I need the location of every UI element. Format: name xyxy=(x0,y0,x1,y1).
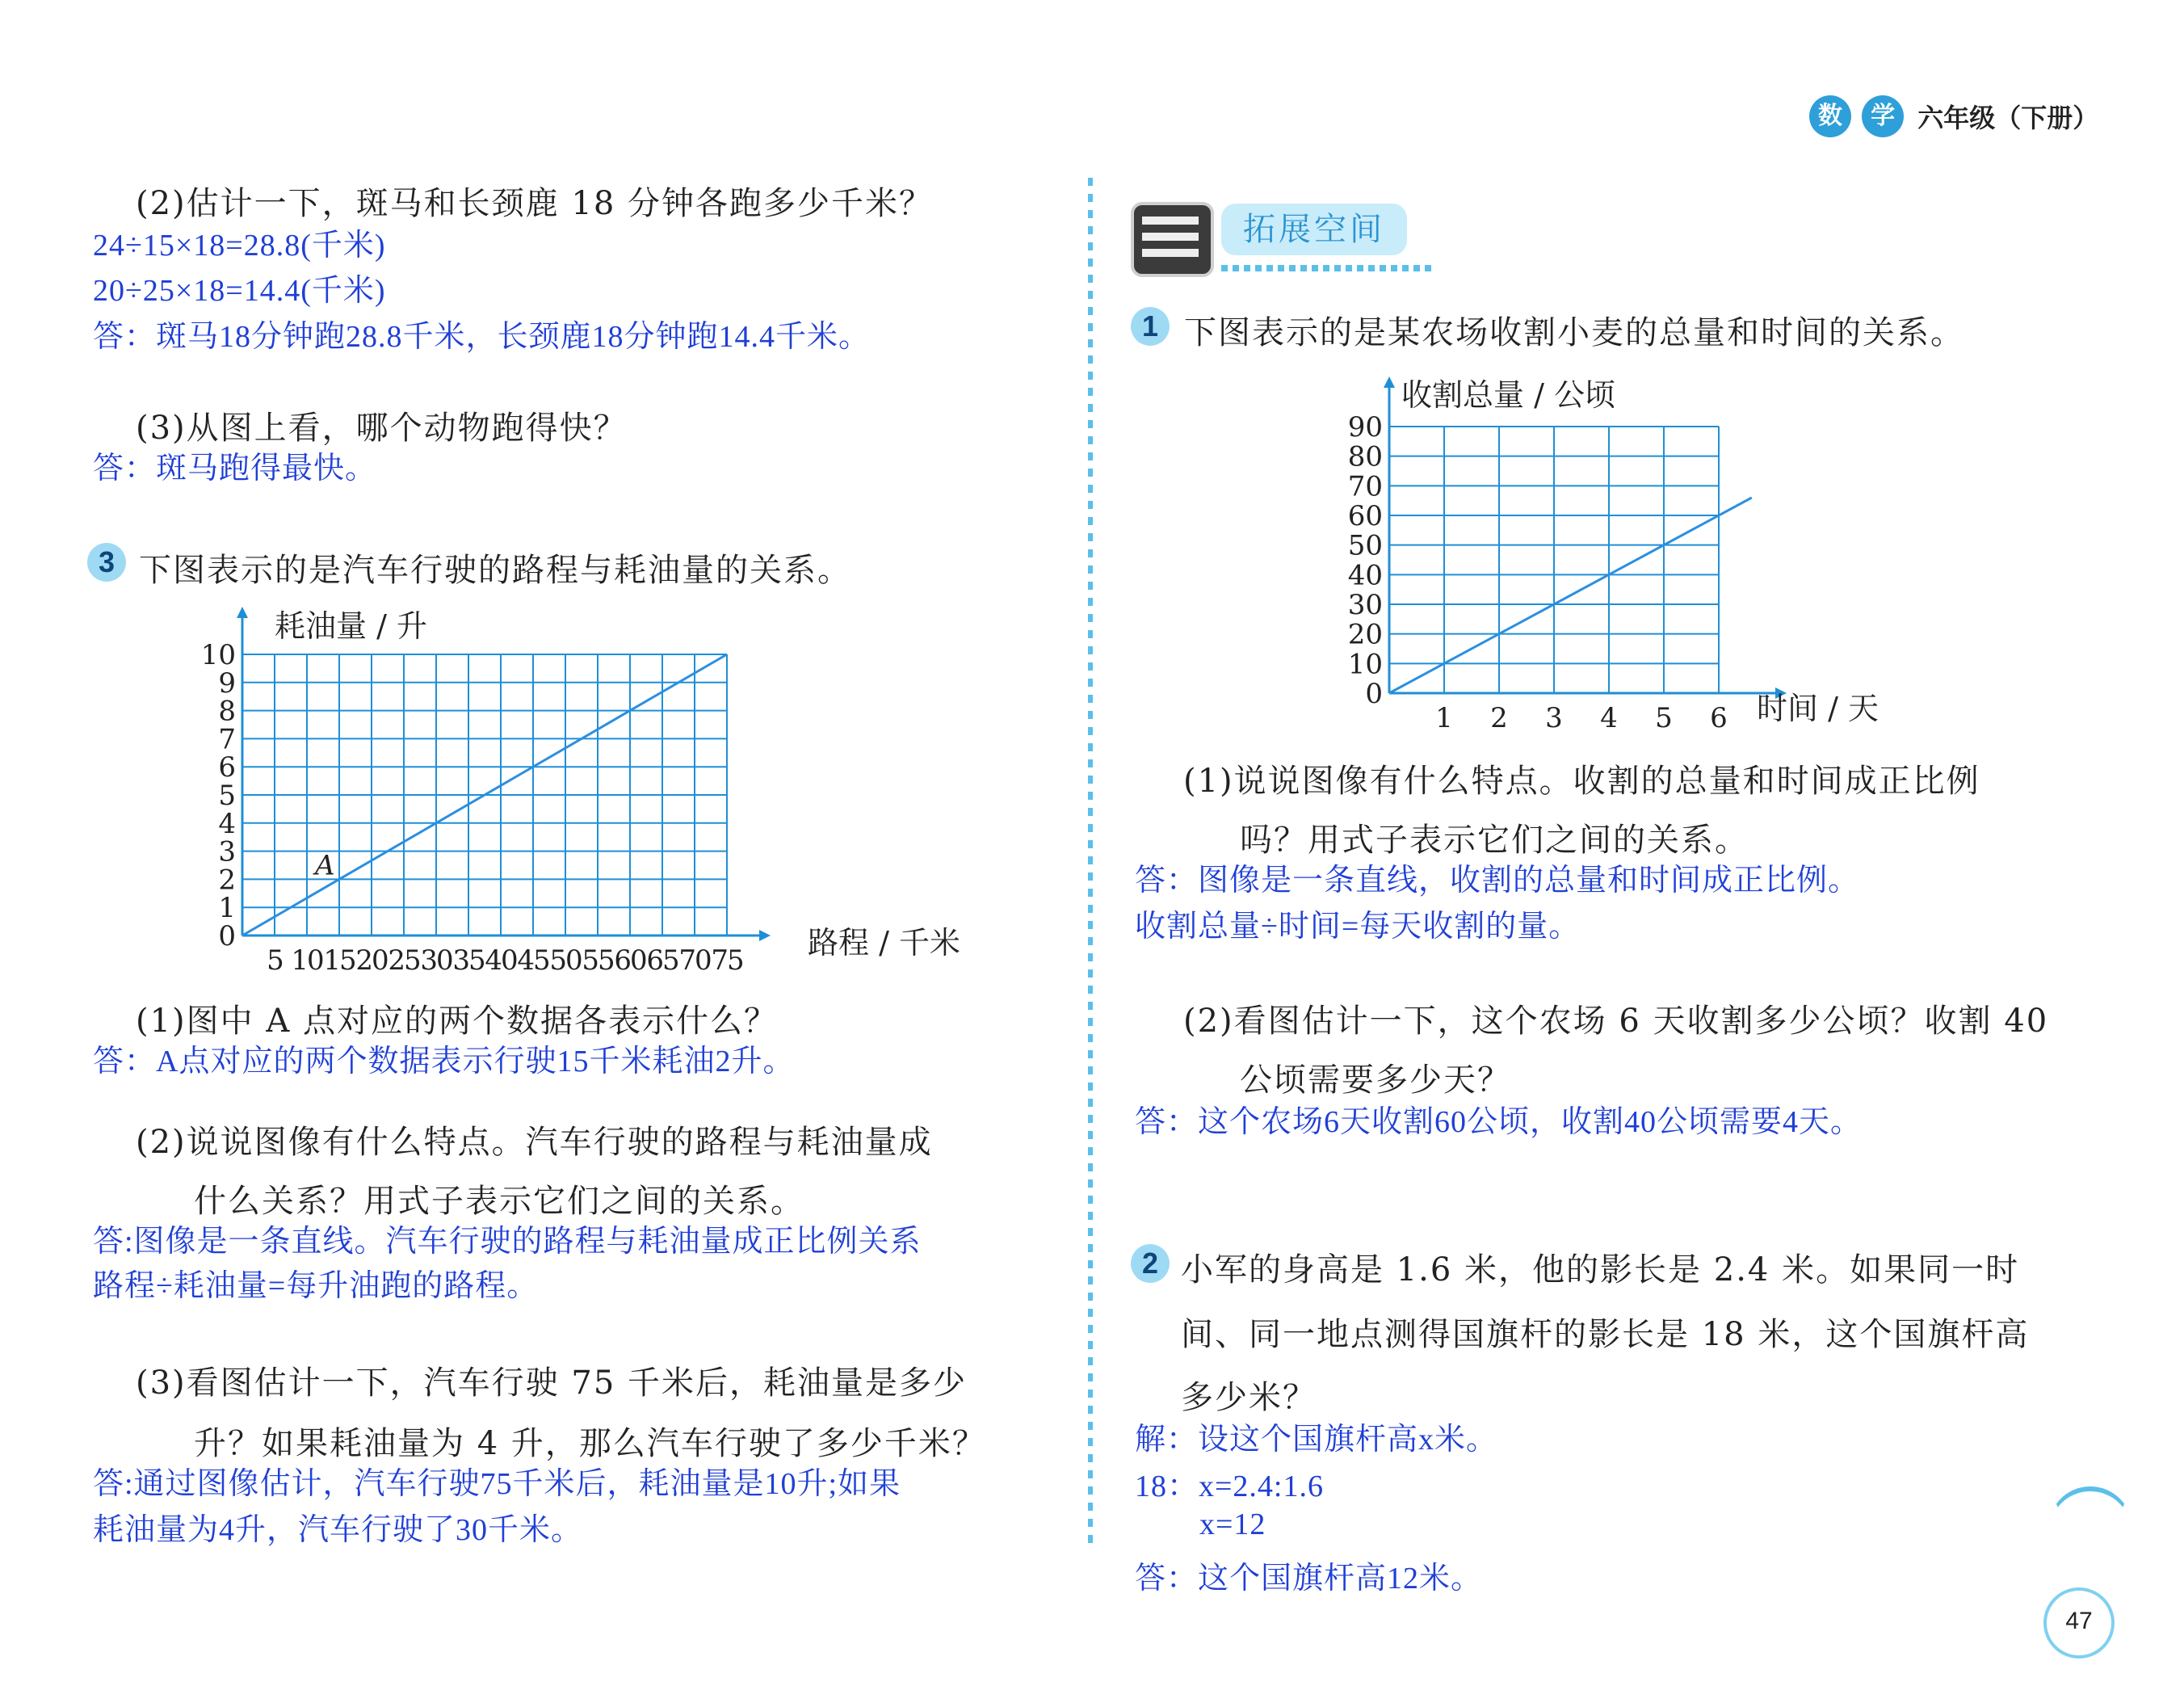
c1-x-tick-label: 35 xyxy=(452,944,485,977)
c2-y-tick-label: 30 xyxy=(1347,589,1383,621)
section-dots-decoration xyxy=(1221,265,1431,271)
q3-3-question-line-1: (3)看图估计一下，汽车行驶 75 千米后，耗油量是多少 xyxy=(136,1364,967,1402)
c2-y-tick-label: 50 xyxy=(1347,529,1383,562)
c2-y-axis-arrow xyxy=(1384,376,1395,388)
c2-x-tick-label: 5 xyxy=(1655,702,1673,734)
r-q1-1-answer-line-1: 答：图像是一条直线，收割的总量和时间成正比例。 xyxy=(1135,864,1860,898)
c1-x-tick-label: 55 xyxy=(582,944,614,977)
c1-y-tick-label: 7 xyxy=(218,723,236,756)
r-q2-number-badge: 2 xyxy=(1131,1244,1170,1283)
fuel-chart xyxy=(194,598,1002,986)
c1-x-tick-label: 20 xyxy=(355,944,388,977)
r-q1-1-question-line-1: (1)说说图像有什么特点。收割的总量和时间成正比例 xyxy=(1183,763,1980,800)
fuel-chart-point-label: A xyxy=(315,849,335,882)
c2-x-tick-label: 6 xyxy=(1710,702,1728,734)
c2-y-tick-label: 80 xyxy=(1347,440,1383,473)
q3-number-badge: 3 xyxy=(87,543,126,582)
r-q2-solution-line-2: 18：x=2.4:1.6 xyxy=(1135,1469,1324,1503)
c1-x-tick-label: 30 xyxy=(420,944,452,977)
c1-y-tick-label: 9 xyxy=(218,666,236,700)
c2-x-tick-label: 1 xyxy=(1435,702,1453,734)
r-q2-text-line-1: 小军的身高是 1.6 米，他的影长是 2.4 米。如果同一时 xyxy=(1181,1251,2020,1289)
q3-2-answer-line-2: 路程÷耗油量=每升油跑的路程。 xyxy=(93,1269,539,1303)
q3-3-answer-line-1: 答:通过图像估计，汽车行驶75千米后，耗油量是10升;如果 xyxy=(93,1467,901,1501)
c1-y-tick-label: 3 xyxy=(218,835,236,868)
c2-y-tick-label: 60 xyxy=(1347,500,1383,532)
c2-x-tick-label: 2 xyxy=(1490,702,1508,734)
q2-3-answer: 答：斑马跑得最快。 xyxy=(93,452,377,486)
section-title: 拓展空间 xyxy=(1221,204,1407,255)
c1-x-tick-label: 45 xyxy=(517,944,549,977)
q3-title: 下图表示的是汽车行驶的路程与耗油量的关系。 xyxy=(139,552,851,589)
harvest-chart xyxy=(1308,372,1922,743)
c1-x-tick-label: 65 xyxy=(646,944,678,977)
c1-y-tick-label: 5 xyxy=(218,780,236,812)
c1-x-tick-label: 5 xyxy=(267,944,283,977)
page-number: 47 xyxy=(2043,1587,2115,1659)
section-header xyxy=(1131,194,1438,283)
c1-x-tick-label: 10 xyxy=(291,944,323,977)
r-q1-title: 下图表示的是某农场收割小麦的总量和时间的关系。 xyxy=(1184,314,1964,351)
zebra-icon xyxy=(1131,202,1214,277)
fuel-chart-xlabel: 路程 / 千米 xyxy=(808,925,960,961)
column-divider xyxy=(1088,178,1093,1551)
grade-label: 六年级（下册） xyxy=(1917,103,2099,133)
r-q2-solution-line-3: x=12 xyxy=(1199,1507,1266,1541)
page-corner-arc xyxy=(2048,1486,2133,1575)
c2-y-tick-label: 20 xyxy=(1347,618,1383,651)
q2-2-question: (2)估计一下，斑马和长颈鹿 18 分钟各跑多少千米？ xyxy=(136,185,933,222)
r-q2-solution-line-4: 答：这个国旗杆高12米。 xyxy=(1135,1562,1483,1596)
c1-y-tick-label: 0 xyxy=(218,920,236,952)
c1-x-tick-label: 25 xyxy=(388,944,420,977)
c1-y-tick-label: 4 xyxy=(218,807,236,840)
q2-3-question: (3)从图上看，哪个动物跑得快？ xyxy=(136,410,628,447)
q3-2-question-line-1: (2)说说图像有什么特点。汽车行驶的路程与耗油量成 xyxy=(136,1124,933,1161)
c2-y-tick-label: 10 xyxy=(1347,648,1383,681)
subject-badge-1: 数 xyxy=(1809,95,1851,137)
c1-y-tick-label: 2 xyxy=(218,864,236,897)
c1-x-tick-label: 15 xyxy=(323,944,355,977)
header xyxy=(1809,95,2098,141)
r-q2-text-line-3: 多少米？ xyxy=(1181,1379,1317,1416)
q2-2-line-1: 24÷15×18=28.8(千米) xyxy=(93,229,386,263)
c2-x-tick-label: 4 xyxy=(1600,702,1618,734)
q3-1-question: (1)图中 A 点对应的两个数据各表示什么？ xyxy=(136,1003,778,1040)
r-q2-text-line-2: 间、同一地点测得国旗杆的影长是 18 米，这个国旗杆高 xyxy=(1181,1316,2030,1353)
harvest-chart-ylabel: 收割总量 / 公顷 xyxy=(1401,377,1615,413)
c2-y-tick-label: 70 xyxy=(1347,470,1383,503)
c1-x-tick-label: 70 xyxy=(678,944,711,977)
c2-x-tick-label: 3 xyxy=(1545,702,1563,734)
c1-x-tick-label: 40 xyxy=(485,944,517,977)
c1-y-tick-label: 8 xyxy=(218,695,236,728)
r-q1-2-question-line-2: 公顷需要多少天？ xyxy=(1240,1062,1511,1099)
c1-y-tick-label: 10 xyxy=(200,639,236,671)
harvest-chart-xlabel: 时间 / 天 xyxy=(1757,691,1879,726)
q3-3-answer-line-2: 耗油量为4升，汽车行驶了30千米。 xyxy=(93,1513,583,1547)
harvest-chart-grid xyxy=(1389,427,1719,693)
c2-y-tick-label: 90 xyxy=(1347,411,1383,444)
r-q1-number-badge: 1 xyxy=(1131,307,1170,346)
r-q1-1-question-line-2: 吗？用式子表示它们之间的关系。 xyxy=(1240,822,1749,859)
c1-x-axis-arrow xyxy=(759,930,771,941)
q3-1-answer: 答：A点对应的两个数据表示行驶15千米耗油2升。 xyxy=(93,1045,795,1078)
c2-y-tick-label: 0 xyxy=(1365,678,1383,710)
q2-2-line-2: 20÷25×18=14.4(千米) xyxy=(93,274,386,308)
c1-y-axis-arrow xyxy=(237,607,248,618)
r-q1-1-answer-line-2: 收割总量÷时间=每天收割的量。 xyxy=(1135,910,1581,944)
r-q1-2-question-line-1: (2)看图估计一下，这个农场 6 天收割多少公顷？收割 40 xyxy=(1183,1003,2049,1040)
r-q2-solution-line-1: 解：设这个国旗杆高x米。 xyxy=(1135,1423,1498,1457)
r-q1-2-answer: 答：这个农场6天收割60公顷，收割40公顷需要4天。 xyxy=(1135,1105,1863,1139)
q2-2-line-3: 答：斑马18分钟跑28.8千米，长颈鹿18分钟跑14.4千米。 xyxy=(93,320,871,354)
c1-y-tick-label: 6 xyxy=(218,751,236,784)
c2-y-tick-label: 40 xyxy=(1347,559,1383,592)
fuel-chart-ylabel: 耗油量 / 升 xyxy=(275,608,427,644)
c1-y-tick-label: 1 xyxy=(218,892,236,925)
q3-2-answer-line-1: 答:图像是一条直线。汽车行驶的路程与耗油量成正比例关系 xyxy=(93,1225,922,1259)
c1-x-tick-label: 60 xyxy=(614,944,646,977)
c1-x-tick-label: 75 xyxy=(711,944,743,977)
c1-x-tick-label: 50 xyxy=(549,944,582,977)
subject-badge-2: 学 xyxy=(1862,95,1904,137)
q3-3-question-line-2: 升？如果耗油量为 4 升，那么汽车行驶了多少千米？ xyxy=(194,1425,986,1462)
q3-2-question-line-2: 什么关系？用式子表示它们之间的关系。 xyxy=(194,1183,804,1220)
